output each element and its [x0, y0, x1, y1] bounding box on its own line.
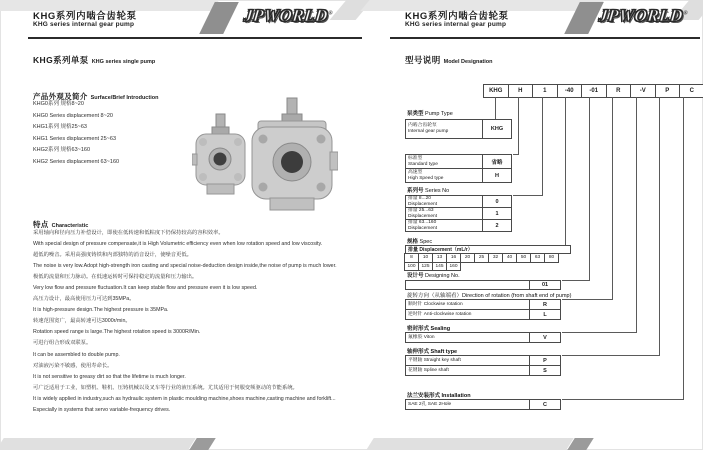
connector-line [513, 154, 519, 155]
spec-value-cell: 160 [446, 262, 461, 272]
page-title: KHG系列内啮合齿轮泵 [33, 11, 137, 22]
connector-line [562, 280, 590, 281]
spec-value-cell: 145 [432, 262, 447, 272]
characteristic-line: It can be assembled to double pump. [33, 351, 120, 358]
speed-type-name-cell [405, 154, 483, 169]
pump-type-code-cell: KHG [482, 119, 512, 139]
spec-label-cn: 规格 [407, 239, 419, 245]
series-range-cn: 排量 8...20 [408, 195, 431, 201]
pump-type-name-cn: 内啮合齿轮泵 [408, 123, 437, 129]
spec-value-cell: 50 [516, 253, 531, 263]
section-title-cn: 型号说明 [405, 55, 441, 65]
spec-label [407, 237, 432, 245]
model-code-cell: C [679, 84, 703, 98]
series-range-cn: 排量 25...63 [408, 207, 434, 213]
connector-line [612, 97, 613, 299]
characteristic-line: 采用轴向和径向压力补偿设计，即使在低转速和低粘度下仍保持较高的容积效率。 [33, 230, 224, 236]
pump-type-label-cn: 泵类型 [407, 111, 424, 117]
rotation-code-cell: R [529, 299, 561, 310]
characteristic-line: Rotation speed range is large.The highest rotation speed is 3000R/Min. [33, 329, 201, 336]
spec-value-cell: 20 [460, 253, 475, 263]
rotation-option-text: 顺时针 Clockwise rotation [408, 301, 463, 307]
spec-value-cell: 125 [418, 262, 433, 272]
page-subtitle: KHG series internal gear pump [405, 21, 507, 28]
spec-value-cell: 25 [474, 253, 489, 263]
characteristic-lines [33, 228, 365, 416]
speed-type-table [405, 154, 512, 183]
spec-value-cell: 40 [502, 253, 517, 263]
connector-line [659, 97, 660, 355]
connector-line [562, 332, 637, 333]
designing-code-cell: 01 [529, 280, 561, 290]
series-range-en: Displacement [408, 213, 438, 219]
shaft-code-cell: S [529, 365, 561, 376]
spec-value-cell: 63 [530, 253, 545, 263]
page-subtitle: KHG series internal gear pump [33, 21, 135, 28]
sealing-table [405, 332, 561, 343]
series-code-cell: 2 [482, 219, 512, 232]
sealing-option-text: 氟橡胶 Viton [408, 334, 435, 340]
table-row [405, 280, 561, 290]
shaft-option-text: 平键轴 Straight key shaft [408, 357, 461, 363]
shaft-code-cell: P [529, 355, 561, 366]
intro-line: KHG1 Series displacement 25~63 [33, 135, 117, 142]
speed-type-name-cell [405, 168, 483, 183]
series-code-cell: 1 [482, 207, 512, 220]
spec-value-cell: 13 [432, 253, 447, 263]
spec-value-cell: 8 [404, 253, 419, 263]
connector-line [495, 97, 496, 119]
speed-type-code-cell: 省略 [482, 154, 512, 169]
designing-no-label [407, 271, 460, 279]
pump-type-name-en: Internal gear pump [408, 129, 449, 134]
intro-heading-cn: 产品外观及简介 [33, 92, 88, 101]
intro-line: KHG0系列 规格8~20 [33, 101, 84, 107]
page-right [385, 0, 703, 450]
header-rule [390, 37, 700, 39]
spec-value-cell: 32 [488, 253, 503, 263]
section-title-model-designation [405, 50, 493, 68]
model-code-cell: -40 [557, 84, 583, 98]
sealing-label: 密封形式 Sealing [407, 326, 451, 332]
speed-type-code-cell: H [482, 168, 512, 183]
series-name-cell [405, 219, 483, 232]
spec-label-en: Spec [419, 239, 433, 245]
speed-type-en: High Speed type [408, 175, 444, 181]
speed-type-en: Standard type [408, 161, 438, 167]
table-row [405, 310, 561, 320]
brand-logo-text: JPWORLD [243, 6, 329, 25]
shaft-type-label: 轴伸形式 Shaft type [407, 349, 458, 355]
spec-row-2 [405, 263, 571, 272]
characteristic-line: 转速范围宽广，最高转速可达3000r/min。 [33, 318, 131, 325]
installation-option-text: SAE 2孔 SAE 2Hole [408, 401, 452, 407]
rotation-option-cell [405, 309, 530, 320]
pump-photo-small [192, 112, 250, 202]
speed-type-cn: 高速型 [408, 169, 423, 175]
model-code-cell: P [655, 84, 681, 98]
intro-line: KHG2系列 规格63~160 [33, 147, 91, 153]
series-no-label-en: Series No [425, 188, 450, 194]
model-code-cell: H [508, 84, 534, 98]
characteristic-line: With special design of pressure compensate,it is High Volumetric efficiency even when low rotation speed and low viscosity. [33, 241, 323, 248]
model-code-cell: KHG [483, 84, 509, 98]
connector-line [562, 299, 613, 300]
section-title-en: KHG series single pump [91, 59, 156, 65]
connector-line [565, 97, 566, 245]
registered-mark: ® [682, 10, 689, 17]
pump-type-label [407, 109, 453, 117]
sealing-option-cell [405, 332, 530, 343]
characteristic-line: Very low flow and pressure fluctuation.It can keep stable flow and pressure even it is low speed. [33, 285, 258, 292]
intro-heading-en: Surface/Brief Introduction [90, 95, 159, 101]
brand-logo [598, 6, 689, 26]
installation-label: 法兰安装形式 Installation [407, 393, 471, 399]
section-title-cn: KHG系列单泵 [33, 55, 89, 65]
connector-line [542, 97, 543, 195]
spec-value-cell: 10 [418, 253, 433, 263]
model-code-cell: -V [630, 84, 656, 98]
series-code-cell: 0 [482, 195, 512, 208]
page-title: KHG系列内啮合齿轮泵 [405, 11, 509, 22]
connector-line [636, 97, 637, 332]
connector-line [513, 195, 543, 196]
registered-mark: ® [327, 10, 334, 17]
characteristic-line: It is widely applied in industry,such as hydraulic system in plastic moulding machine,shoes machine,casting machine and forklift... [33, 395, 336, 402]
series-range-en: Displacement [408, 225, 438, 231]
model-code-cell: -01 [581, 84, 607, 98]
sealing-code-cell: V [529, 332, 561, 343]
designing-blank-cell [405, 280, 530, 290]
footer-band-left [0, 438, 196, 450]
connector-line [562, 355, 660, 356]
characteristic-line: 可广泛适用于工业，如塑机、鞋机、压铸机械以及叉车等行业的液压系统。尤其适用于伺服变频驱动的节能系统。 [33, 384, 298, 391]
table-row [405, 399, 561, 410]
designing-no-label-cn: 设计号 [407, 273, 424, 279]
spec-value-cell: 100 [404, 262, 419, 272]
installation-table [405, 399, 561, 410]
table-row [405, 220, 512, 232]
table-row [405, 119, 512, 139]
characteristic-heading-cn: 特点 [33, 220, 49, 229]
section-title-single-pump [33, 50, 155, 68]
installation-option-cell [405, 399, 530, 410]
brand-logo-text: JPWORLD [598, 6, 684, 25]
connector-line [518, 97, 519, 154]
characteristic-line: 超低的噪音。采用高强度铸铁和内部独特的消音设计，使噪音更低。 [33, 252, 192, 259]
designing-no-table [405, 280, 561, 290]
speed-type-cn: 标准型 [408, 155, 423, 161]
characteristic-line: The noise is very low.Adopt high-strength iron casting and special noise-deduction design inside,the noise of pump is much lower. [33, 263, 337, 270]
pump-type-name-cell [405, 119, 483, 139]
header-rule [28, 37, 362, 39]
intro-line: KHG2 Series displacement 63~160 [33, 158, 120, 165]
spec-table [405, 245, 571, 271]
series-no-table [405, 195, 512, 232]
installation-code-cell: C [529, 399, 561, 410]
model-code-cell: R [606, 84, 632, 98]
rotation-table [405, 299, 561, 320]
rotation-code-cell: L [529, 309, 561, 320]
intro-line: KHG0 Series displacement 8~20 [33, 112, 113, 119]
spec-value-cell: 16 [446, 253, 461, 263]
series-range-cn: 排量 63...160 [408, 219, 437, 225]
characteristic-line: 可进行组合形成双联泵。 [33, 340, 92, 347]
table-row [405, 332, 561, 343]
series-no-label-cn: 系列号 [407, 188, 424, 194]
table-row [405, 154, 512, 169]
connector-line [589, 97, 590, 280]
intro-line: KHG1系列 规格25~63 [33, 124, 87, 130]
brand-logo [243, 6, 334, 26]
characteristic-line: 对油液污染不敏感，使用寿命长。 [33, 362, 113, 369]
connector-line [683, 97, 684, 399]
model-code-cell: 1 [532, 84, 558, 98]
pump-type-label-en: Pump Type [425, 111, 453, 117]
intro-lines [33, 99, 203, 168]
characteristic-line: 高压力设计，最高使用压力可达到35MPa。 [33, 296, 135, 303]
footer-band-right [366, 438, 573, 450]
table-row [405, 366, 561, 376]
characteristic-line: Especially in systems that servo variable-frequency drives. [33, 406, 171, 413]
characteristic-line: It is not sensitive to greasy dirt so that the lifetime is much longer. [33, 373, 186, 380]
connector-line [562, 399, 684, 400]
series-range-en: Displacement [408, 201, 438, 207]
characteristic-line: It is high-pressure design.The highest pressure is 35MPa. [33, 307, 169, 314]
spec-table-header: 排量 Displacement（mL/r） [405, 245, 571, 254]
shaft-option-text: 花键轴 Spline shaft [408, 367, 449, 373]
shaft-type-table [405, 355, 561, 376]
pump-type-table [405, 119, 512, 139]
characteristic-line: 极低的流量和压力脉动。在低速运转时可保持稳定的流量和压力输出。 [33, 274, 198, 281]
model-code-row [483, 84, 703, 98]
rotation-option-text: 逆时针 Anti-clockwise rotation [408, 311, 472, 317]
spec-value-cell: 80 [544, 253, 559, 263]
shaft-option-cell [405, 365, 530, 376]
designing-no-label-en: Designing No. [425, 273, 460, 279]
table-row [405, 169, 512, 183]
pump-photo-large [246, 96, 338, 218]
characteristic-heading-en: Characteristic [51, 223, 89, 229]
rotation-label: 旋转方向（从轴端看）Direction of rotation (from shaft end of pump) [407, 293, 572, 299]
section-title-en: Model Designation [443, 59, 493, 65]
series-no-label [407, 186, 449, 194]
